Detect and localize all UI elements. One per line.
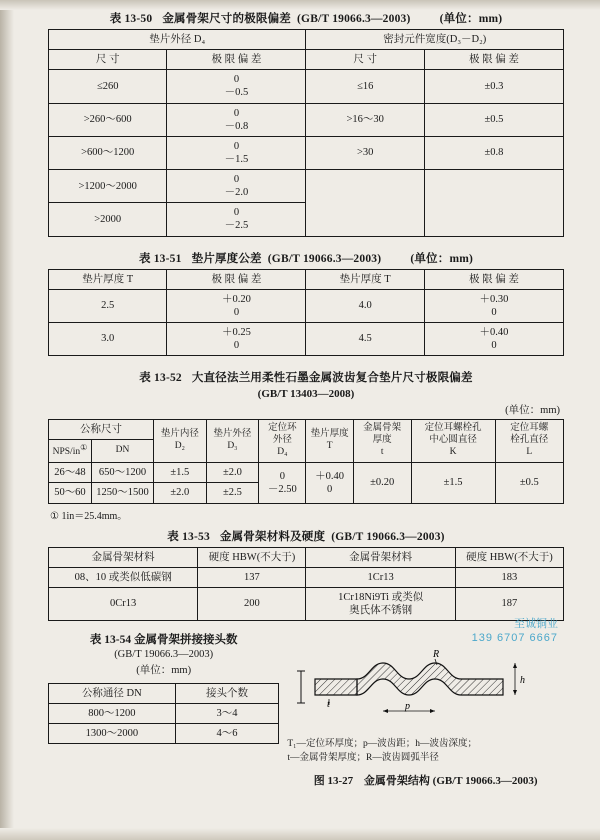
table-1352-title — [48, 369, 564, 385]
table-1354-title — [48, 631, 279, 647]
table-1353-header-1: 硬度 HBW(不大于) — [198, 547, 306, 567]
cell: >260～600 — [49, 103, 167, 136]
table-row — [49, 70, 564, 103]
table-1352-group-nominal: 公称尺寸 — [49, 420, 154, 440]
table-1352-header-7: 定位耳螺栓孔 中心圆直径 K — [411, 420, 495, 463]
cell: ±0.5 — [424, 103, 563, 136]
table-1350-title — [48, 10, 564, 26]
cell: ±1.5 — [411, 463, 495, 503]
cell: ±2.0 — [206, 463, 259, 483]
table-1353-title — [48, 528, 564, 544]
label-p: p — [405, 701, 411, 713]
table-1352-number: 表 13-52 — [139, 372, 182, 385]
table-row — [49, 136, 564, 169]
cell: 200 — [198, 587, 306, 620]
figure-caption — [287, 772, 564, 788]
cell: >600～1200 — [49, 136, 167, 169]
bottom-section — [48, 618, 564, 788]
table-1352-header-8: 定位耳螺 栓孔直径 L — [495, 420, 563, 463]
cell: >1200～2000 — [49, 170, 167, 203]
table-row — [49, 50, 564, 70]
table-1351-unit: (单位：mm) — [410, 252, 474, 265]
table-1352-unit: (单位：mm) — [505, 405, 560, 417]
table-row — [49, 724, 279, 744]
cell: ＋0.40 0 — [306, 463, 353, 503]
cell: 2.5 — [49, 289, 167, 322]
table-1352-standard: (GB/T 13403—2008) — [257, 388, 355, 401]
table-1352-header-6: 金属骨架 厚度 t — [353, 420, 411, 463]
table-1352-header-2: 垫片内径 D₂ — [154, 420, 207, 463]
cell: 0 －2.5 — [167, 203, 306, 236]
cell: 0 －2.0 — [167, 170, 306, 203]
figure-block — [279, 618, 564, 788]
cell: ≤260 — [49, 70, 167, 103]
table-1352-header-3: 垫片外径 D₃ — [206, 420, 259, 463]
table-1351-header-0: 垫片厚度 T — [49, 269, 167, 289]
table-1354-header-0: 公称通径 DN — [49, 684, 176, 704]
figure-drawing — [287, 649, 564, 732]
table-row — [49, 463, 564, 483]
cell: 3.0 — [49, 322, 167, 355]
table-row — [49, 322, 564, 355]
watermark — [472, 617, 558, 646]
table-1351-header-2: 垫片厚度 T — [306, 269, 424, 289]
table-row — [49, 420, 564, 440]
cell: 137 — [198, 567, 306, 587]
table-row — [49, 170, 564, 203]
cell: 26～48 — [49, 463, 92, 483]
table-row — [49, 103, 564, 136]
cell — [306, 170, 424, 237]
table-1350-header-0: 尺 寸 — [49, 50, 167, 70]
table-row — [49, 684, 279, 704]
table-1354-unit: (单位：mm) — [136, 665, 192, 677]
table-1354-standard: (GB/T 19066.3—2003) — [114, 649, 214, 661]
page-top-shadow — [0, 0, 600, 10]
table-1350-group-right: 密封元件宽度(D₃－D₂) — [306, 30, 564, 50]
cell: >16～30 — [306, 103, 424, 136]
cell: >30 — [306, 136, 424, 169]
table-1351 — [48, 269, 564, 357]
table-1352-name: 大直径法兰用柔性石墨金属波齿复合垫片尺寸极限偏差 — [191, 372, 473, 385]
table-1350-name: 金属骨架尺寸的极限偏差 — [162, 13, 292, 25]
watermark-line-1: 至诚铜业 — [514, 618, 558, 631]
table-1350-unit: (单位：mm) — [439, 13, 503, 25]
label-t: t — [327, 699, 331, 711]
table-row — [49, 289, 564, 322]
table-1354-number: 表 13-54 — [89, 634, 132, 647]
table-1350-group-left: 垫片外径 D₄ — [49, 30, 306, 50]
table-row — [49, 704, 279, 724]
cell: ＋0.40 0 — [424, 322, 563, 355]
cell: 1Cr13 — [306, 567, 455, 587]
table-1352-header-0: NPS/in① — [49, 440, 92, 463]
table-row — [49, 587, 564, 620]
cell: 0 －2.50 — [259, 463, 306, 503]
table-1354-header-1: 接头个数 — [175, 684, 279, 704]
cell: 183 — [455, 567, 563, 587]
page-content — [48, 10, 564, 788]
cell: ±0.8 — [424, 136, 563, 169]
figure-legend-line-2: t—金属骨架厚度；R—波齿圆弧半径 — [287, 752, 439, 763]
table-1354-name: 金属骨架拼接接头数 — [133, 634, 238, 647]
table-row — [49, 547, 564, 567]
figure-legend — [287, 738, 564, 766]
page-bottom-shadow — [0, 828, 600, 840]
table-1353 — [48, 547, 564, 622]
cell: 0Cr13 — [49, 587, 198, 620]
table-1351-header-1: 极 限 偏 差 — [167, 269, 306, 289]
metal-core-structure-diagram — [287, 649, 557, 727]
table-1350-standard: (GB/T 19066.3—2003) — [297, 13, 411, 25]
cell: 1300～2000 — [49, 724, 176, 744]
cell: 1250～1500 — [91, 483, 153, 503]
table-1353-number: 表 13-53 — [167, 530, 210, 543]
table-1352-header-4: 定位环 外径 D₄ — [259, 420, 306, 463]
cell: ＋0.30 0 — [424, 289, 563, 322]
table-1351-name: 垫片厚度公差 — [191, 252, 262, 265]
cell: 0 －0.5 — [167, 70, 306, 103]
table-1353-header-3: 硬度 HBW(不大于) — [455, 547, 563, 567]
table-row — [49, 269, 564, 289]
table-row — [49, 30, 564, 50]
figure-legend-line-1: T₁—定位环厚度；p—波齿距；h—波齿深度； — [287, 739, 477, 750]
table-1353-header-0: 金属骨架材料 — [49, 547, 198, 567]
cell: 50～60 — [49, 483, 92, 503]
cell: ＋0.25 0 — [167, 322, 306, 355]
table-1352 — [48, 419, 564, 503]
table-1350-header-3: 极 限 偏 差 — [424, 50, 563, 70]
table-1350 — [48, 29, 564, 237]
figure-name: 金属骨架结构 — [363, 774, 430, 787]
table-1350-header-1: 极 限 偏 差 — [167, 50, 306, 70]
table-1351-number: 表 13-51 — [138, 252, 182, 265]
page-left-shadow — [0, 0, 14, 840]
figure-standard: (GB/T 19066.3—2003) — [432, 774, 538, 787]
table-1352-header-1: DN — [91, 440, 153, 463]
table-1351-standard: (GB/T 19066.3—2003) — [267, 252, 382, 265]
cell: 4.5 — [306, 322, 424, 355]
cell: 4～6 — [175, 724, 279, 744]
watermark-line-2: 139 6707 6667 — [471, 632, 558, 645]
table-1350-header-2: 尺 寸 — [306, 50, 424, 70]
cell: ±0.3 — [424, 70, 563, 103]
table-1351-header-3: 极 限 偏 差 — [424, 269, 563, 289]
cell: ±2.5 — [206, 483, 259, 503]
cell: 0 －0.8 — [167, 103, 306, 136]
cell: 1Cr18Ni9Ti 或类似 奥氏体不锈钢 — [306, 587, 455, 620]
cell: ±0.5 — [495, 463, 563, 503]
table-1350-number: 表 13-50 — [109, 13, 153, 25]
table-1354 — [48, 683, 279, 744]
cell: 4.0 — [306, 289, 424, 322]
table-row — [49, 567, 564, 587]
table-1351-title — [48, 250, 564, 266]
cell: 650～1200 — [91, 463, 153, 483]
table-1352-header-5: 垫片厚度 T — [306, 420, 353, 463]
figure-number: 图 13-27 — [313, 774, 354, 787]
cell: ±0.20 — [353, 463, 411, 503]
cell: 187 — [455, 587, 563, 620]
cell: ±1.5 — [154, 463, 207, 483]
cell: 0 －1.5 — [167, 136, 306, 169]
cell — [424, 170, 563, 237]
cell: >2000 — [49, 203, 167, 236]
table-1354-block — [48, 631, 279, 788]
cell: ＋0.20 0 — [167, 289, 306, 322]
table-1353-header-2: 金属骨架材料 — [306, 547, 455, 567]
table-1353-name: 金属骨架材料及硬度 — [219, 530, 326, 543]
label-h: h — [520, 675, 526, 687]
cell: 08、10 或类似低碳钢 — [49, 567, 198, 587]
cell: 3～4 — [175, 704, 279, 724]
table-1352-note: ① 1in＝25.4mm。 — [50, 510, 128, 522]
cell: ≤16 — [306, 70, 424, 103]
cell: ±2.0 — [154, 483, 207, 503]
cell: 800～1200 — [49, 704, 176, 724]
label-R: R — [433, 649, 440, 661]
table-1353-standard: (GB/T 19066.3—2003) — [331, 530, 445, 543]
